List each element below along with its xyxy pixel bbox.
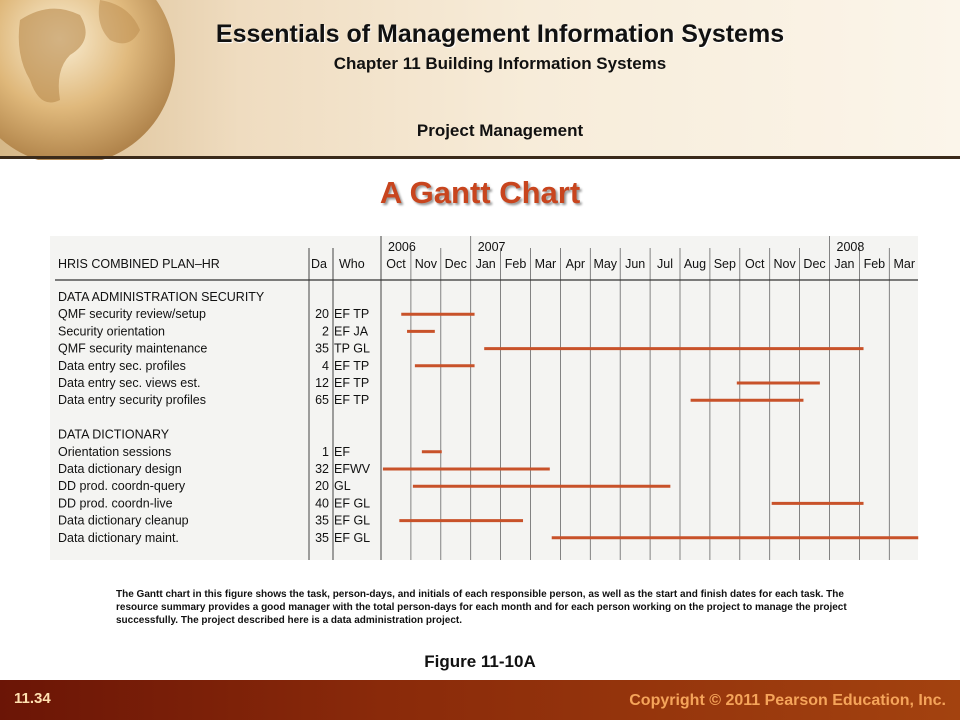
task-who: EF JA xyxy=(334,324,369,339)
plan-label: HRIS COMBINED PLAN–HR xyxy=(58,257,220,271)
task-who: EF TP xyxy=(334,376,370,390)
slide-title: A Gantt Chart xyxy=(379,175,581,210)
task-days: 1 xyxy=(322,444,329,459)
task-name: QMF security maintenance xyxy=(58,341,208,356)
task-who: EF TP xyxy=(334,358,370,373)
task-who: EF xyxy=(334,444,350,459)
who-column-header: Who xyxy=(339,257,365,271)
task-days: 35 xyxy=(315,513,329,528)
month-label: Nov xyxy=(414,257,437,271)
month-label: Sep xyxy=(713,257,736,271)
task-days: 20 xyxy=(315,307,329,322)
month-label: Oct xyxy=(386,257,406,271)
month-label: Feb xyxy=(504,257,527,271)
group-label: DATA ADMINISTRATION SECURITY xyxy=(58,290,265,304)
month-label: May xyxy=(593,257,618,271)
task-days: 12 xyxy=(315,376,329,390)
task-name: Data entry security profiles xyxy=(58,393,206,408)
task-who: EF GL xyxy=(334,496,371,511)
month-label: Jan xyxy=(834,257,855,271)
month-label: Nov xyxy=(773,257,796,271)
task-days: 65 xyxy=(315,393,329,408)
month-label: Dec xyxy=(803,257,826,271)
task-days: 4 xyxy=(322,358,329,373)
month-label: Mar xyxy=(893,257,916,271)
task-name: Data dictionary design xyxy=(58,462,182,476)
task-name: Security orientation xyxy=(58,324,166,339)
month-label: Jan xyxy=(475,257,496,271)
task-who: EF TP xyxy=(334,393,370,408)
month-label: Jul xyxy=(657,257,674,271)
task-name: Data entry sec. views est. xyxy=(58,376,201,390)
task-name: QMF security review/setup xyxy=(58,307,206,322)
task-who: EF GL xyxy=(334,513,371,528)
year-label: 2007 xyxy=(477,240,506,254)
task-who: EF GL xyxy=(334,530,371,545)
footer-bar xyxy=(0,680,960,720)
task-who: EFWV xyxy=(334,462,371,476)
copyright-text: Copyright © 2011 Pearson Education, Inc. xyxy=(629,692,946,709)
task-who: EF TP xyxy=(334,307,370,322)
month-label: Aug xyxy=(683,257,707,271)
task-name: Data dictionary cleanup xyxy=(58,513,189,528)
task-name: DD prod. coordn-live xyxy=(58,496,173,511)
presentation-title: Essentials of Management Information Systems xyxy=(215,20,785,48)
task-who: TP GL xyxy=(334,341,370,356)
task-days: 2 xyxy=(322,324,329,339)
month-label: Oct xyxy=(745,257,765,271)
task-name: Data dictionary maint. xyxy=(58,530,179,545)
month-label: Apr xyxy=(565,257,586,271)
task-days: 20 xyxy=(315,479,329,494)
days-column-header: Da xyxy=(311,257,327,271)
task-days: 32 xyxy=(315,462,329,476)
chapter-title: Chapter 11 Building Information Systems xyxy=(333,54,667,73)
section-title: Project Management xyxy=(416,121,584,140)
figure-label: Figure 11-10A xyxy=(424,652,536,671)
month-label: Dec xyxy=(444,257,467,271)
figure-caption: The Gantt chart in this figure shows the task, person-days, and initials of each responsible person, as well as the start and finish dates for each task. The resource summary provides a good manager with the total person-days for each month and for each person working on the project to manage the project successfully. The project described here is a data administration project. xyxy=(116,589,847,626)
task-days: 35 xyxy=(315,530,329,545)
task-who: GL xyxy=(334,479,351,494)
task-days: 35 xyxy=(315,341,329,356)
slide-number: 11.34 xyxy=(14,690,51,707)
task-name: Orientation sessions xyxy=(58,444,172,459)
task-name: DD prod. coordn-query xyxy=(58,479,186,494)
year-label: 2008 xyxy=(836,240,865,254)
group-label: DATA DICTIONARY xyxy=(58,427,170,442)
task-days: 40 xyxy=(315,496,329,511)
task-name: Data entry sec. profiles xyxy=(58,358,186,373)
month-label: Mar xyxy=(534,257,557,271)
month-label: Jun xyxy=(625,257,646,271)
year-label: 2006 xyxy=(388,240,416,254)
month-label: Feb xyxy=(863,257,886,271)
